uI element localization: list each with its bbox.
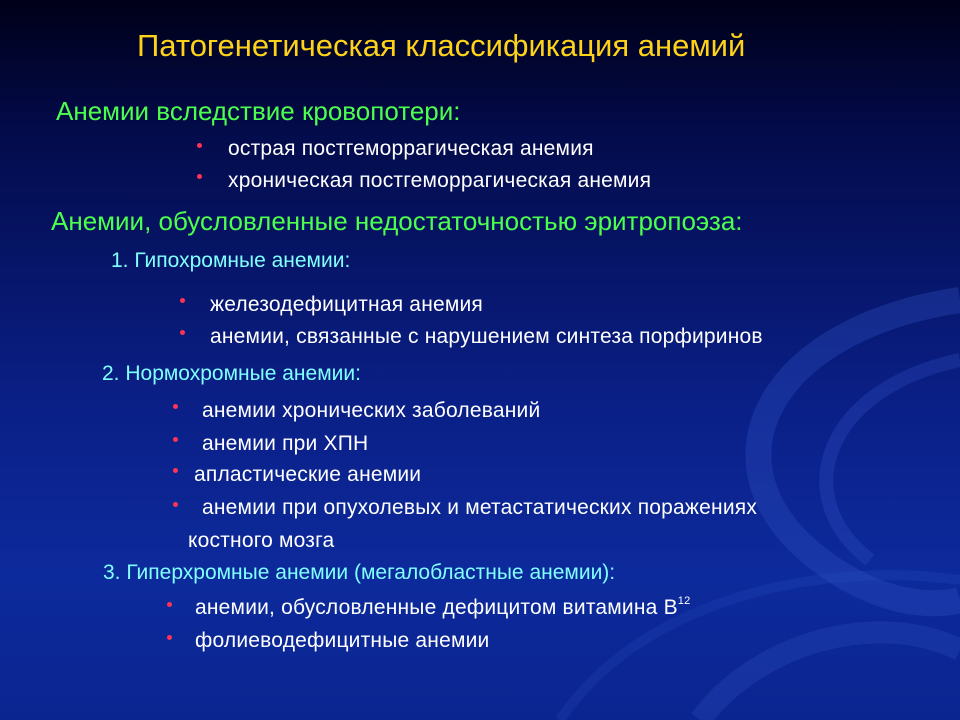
- section-heading-blood-loss: Анемии вследствие кровопотери:: [56, 96, 461, 126]
- list-item: анемии при опухолевых и метастатических поражениях: [202, 496, 758, 519]
- list-item: анемии при ХПН: [202, 432, 369, 455]
- list-item: апластические анемии: [194, 463, 422, 486]
- list-item-continuation: костного мозга: [188, 529, 335, 552]
- slide-title: Патогенетическая классификация анемий: [137, 28, 746, 63]
- bullet-icon: [173, 502, 178, 507]
- list-item: железодефицитная анемия: [210, 293, 484, 316]
- superscript: 12: [677, 595, 691, 607]
- bullet-icon: [197, 174, 202, 179]
- list-item: хроническая постгеморрагическая анемия: [228, 169, 652, 192]
- bullet-icon: [180, 330, 185, 335]
- bullet-icon: [173, 404, 178, 409]
- list-item: острая постгеморрагическая анемия: [228, 137, 594, 160]
- bullet-icon: [180, 298, 185, 303]
- list-item: анемии, связанные с нарушением синтеза порфиринов: [210, 325, 763, 348]
- bullet-icon: [173, 437, 178, 442]
- group-label-hypochromic: 1. Гипохромные анемии:: [111, 249, 351, 272]
- bullet-icon: [167, 635, 172, 640]
- list-item-text: анемии, обусловленные дефицитом витамина В: [195, 596, 678, 619]
- group-label-normochromic: 2. Нормохромные анемии:: [102, 362, 361, 385]
- bullet-icon: [167, 602, 172, 607]
- bullet-icon: [173, 468, 178, 473]
- section-heading-erythropoiesis: Анемии, обусловленные недостаточностью эритропоэза:: [51, 206, 743, 236]
- group-label-hyperchromic: 3. Гиперхромные анемии (мегалобластные анемии):: [103, 561, 616, 584]
- bullet-icon: [197, 143, 202, 148]
- list-item: анемии хронических заболеваний: [202, 399, 541, 422]
- list-item: [195, 596, 690, 620]
- list-item: фолиеводефицитные анемии: [195, 629, 490, 652]
